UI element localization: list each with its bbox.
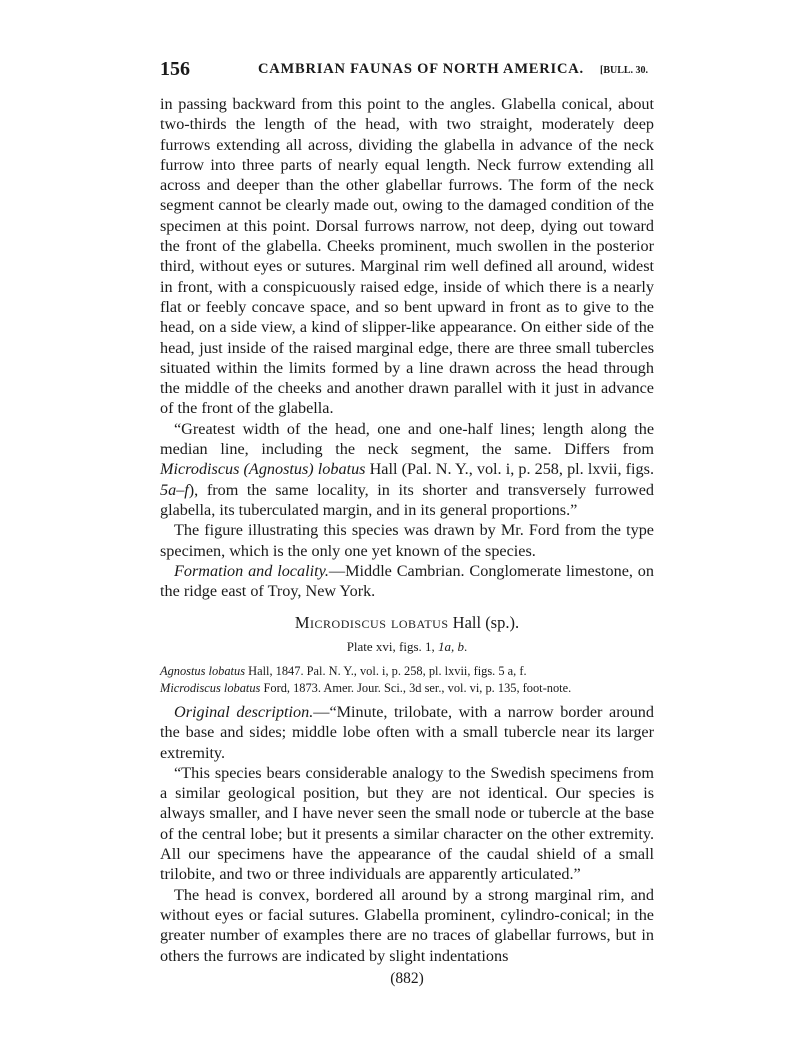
plate-text-end: .: [464, 639, 468, 654]
plate-reference: [160, 639, 654, 655]
figure-ref: 5a–f: [160, 480, 189, 499]
plate-figure: 1a, b: [438, 639, 465, 654]
page-number: 156: [160, 58, 190, 80]
synonym-citation: Ford, 1873. Amer. Jour. Sci., 3d ser., vol. vi, p. 135, foot-note.: [260, 681, 572, 695]
running-head: [160, 58, 660, 84]
formation-label: Formation and locality.: [174, 561, 329, 580]
paragraph-head-description: The head is convex, bordered all around by a strong marginal rim, and without eyes or facial sutures. Glabella prominent, cylindro-conical; in the greater number of examples there are no traces of glabellar furrows, but in others the furrows are indicated by slight indentations: [160, 885, 654, 965]
synonym-citation: Hall, 1847. Pal. N. Y., vol. i, p. 258, pl. lxvii, figs. 5 a, f.: [245, 664, 527, 678]
description-label: Original description.: [174, 703, 314, 721]
formation-text: —Middle Cambrian. Conglomerate limestone, on the ridge east of Troy, New York.: [160, 561, 654, 601]
synonym-taxon: Agnostus lobatus: [160, 664, 246, 678]
plate-text: Plate xvi, figs. 1,: [346, 639, 439, 654]
description-section: [160, 94, 654, 601]
description-text: —“Minute, trilobate, with a narrow border around the base and sides; middle lobe often with a small tubercle near its larger extremity.: [160, 703, 654, 762]
taxon-name: Microdiscus (Agnostus) lobatus: [160, 460, 366, 479]
species-author: Hall (sp.).: [448, 613, 520, 632]
synonymy-entry: [160, 680, 654, 696]
paragraph-original-description: [160, 702, 654, 763]
running-title: CAMBRIAN FAUNAS OF NORTH AMERICA.: [258, 61, 584, 77]
paragraph-continued: in passing backward from this point to the angles. Glabella conical, about two-thirds the length of the head, with two straight, moderately deep furrows extending all across, dividing the glabella in advance of the neck furrow into three parts of nearly equal length. Neck furrow extending all across and deeper than the other glabellar furrows. The form of the neck segment cannot be clearly made out, owing to the damaged condition of the specimen at this point. Dorsal furrows narrow, not deep, dying out toward the front of the glabella. Cheeks prominent, much swollen in the posterior third, without eyes or sutures. Marginal rim well defined all around, widest in front, with a conspicuously raised edge, inside of which there is a nearly flat or feebly concave space, and so bent upward in front as to give to the head, on a side view, a kind of slipper-like appearance. On either side of the head, just inside of the raised marginal edge, there are three small tubercles situated within the limits formed by a line drawn across the head through the middle of the cheeks and another drawn parallel with it just in advance of the front of the glabella.: [160, 95, 654, 418]
paragraph-formation: [160, 561, 654, 602]
text-run: “Greatest width of the head, one and one-half lines; length along the median line, including the neck segment, the same. Differs from: [160, 419, 654, 459]
footer-page-number: (882): [390, 970, 424, 987]
synonymy-entry: [160, 663, 654, 679]
species-name: Microdiscus lobatus: [294, 613, 449, 632]
species-heading: [160, 613, 654, 633]
text-run: ), from the same locality, in its shorter and transversely furrowed glabella, its tuberculated margin, and in its general proportions.”: [160, 480, 654, 519]
paragraph-measurements: [160, 419, 654, 520]
paragraph-comparison: “This species bears considerable analogy to the Swedish specimens from a similar geological position, but they are not identical. Our species is always smaller, and I have never seen the small node or tubercle at the base of the central lobe; but it presents a similar character on the other extremity. All our specimens have the appearance of the caudal shield of a small trilobite, and two or three individuals are apparently articulated.”: [160, 763, 654, 884]
paragraph-figure-note: The figure illustrating this species was drawn by Mr. Ford from the type specimen, which is the only one yet known of the species.: [160, 521, 654, 560]
bulletin-reference: [BULL. 30.: [600, 65, 649, 76]
original-description-section: [160, 702, 654, 966]
text-run: Hall (Pal. N. Y., vol. i, p. 258, pl. lxvii, figs.: [365, 460, 654, 479]
synonym-taxon: Microdiscus lobatus: [160, 681, 261, 695]
